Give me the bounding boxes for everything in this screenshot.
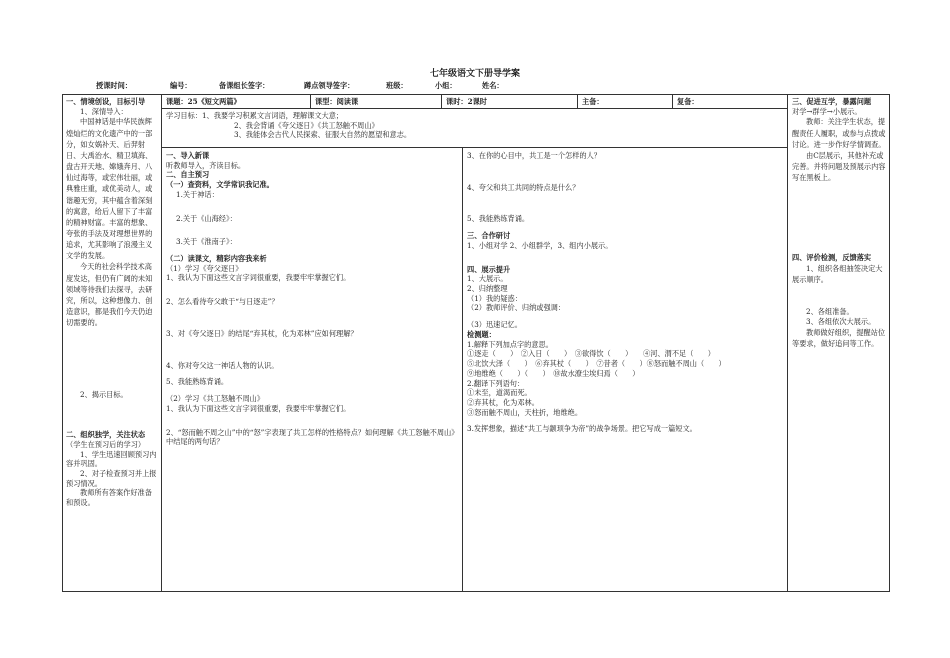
col2-t1: 1、我认为下面这些文言字词很重要，我要牢牢掌握它们。	[166, 403, 351, 413]
sec2-note: （学生在预习后的学习）	[66, 439, 146, 449]
field-number: 编号：	[170, 81, 192, 90]
col3-e2-2: ②弃其杖，化为邓林。	[467, 397, 539, 407]
sec1-sub: 1、深情导入：	[80, 106, 128, 116]
sec2-item2: 2、对子检查预习并上报预习情况。	[66, 469, 157, 488]
lesson-type: 课型：阅读课	[315, 97, 359, 106]
col3-s3-body: 1、小组对学 2、小组群学，3、组内小展示。	[467, 240, 613, 250]
col3-s4-2c: （3）迅速记忆。	[467, 320, 522, 330]
right-s3-3: 由C层展示，其他补充或完善。并将问题及预展示内容写在黑板上。	[792, 150, 886, 183]
col3-s4-2b: （2）教师评价、归纳或强调：	[467, 303, 566, 313]
col2-s2b-2: （2）学习《共工怒触不周山》	[166, 394, 265, 404]
col3-c2: 4、夸父和共工共同的特点是什么？	[467, 182, 580, 192]
goal-1: 学习目标：1、我要学习积累文言词语，理解课文大意；	[166, 111, 344, 120]
middle-right-column	[467, 151, 783, 589]
left-column	[66, 97, 158, 589]
middle-left-column	[166, 151, 458, 589]
sec1-body2: 今天的社会科学技术高度发达，但仍有广阔的未知领域等待我们去探寻，去研究，所以，这种想像力、创造意识，都是我们今天仍迫切需要的。	[66, 262, 153, 328]
right-s3-2: 教师：关注学生状态，提醒责任人履职，或参与点拨或讨论。进一步作好学情调查。	[792, 117, 886, 149]
col3-s3: 三、合作研讨	[467, 231, 511, 241]
col3-e1-row3: ⑨地维绝（ ）（ ） ⑩故水潦尘埃归焉（ ）	[467, 368, 640, 378]
col2-t2: 2、“怒而触不周之山”中的“怒”字表现了共工怎样的性格特点？如何理解《共工怒触不周山》中结尾的两句话？	[166, 427, 455, 447]
field-class: 班级：	[386, 81, 408, 90]
col3-s4-1: 1、大展示。	[467, 274, 508, 284]
sec1-title: 一、情境创设，目标引导	[66, 97, 146, 106]
goal-2: 2、我会背诵《夸父逐日》《共工怒触不周山》	[234, 120, 379, 130]
sec1-sub2: 2、揭示目标。	[80, 390, 128, 400]
doc-title: 七年级语文下册导学案	[429, 69, 520, 79]
col3-s4: 四、展示提升	[467, 264, 511, 274]
col2-q1: 1.关于神话：	[176, 189, 219, 199]
col3-e3: 3.发挥想象，描述“共工与颛顼争为帝”的战争场景。把它写成一篇短文。	[467, 424, 697, 434]
right-s4-2: 2、各组准备。	[806, 307, 854, 317]
col3-e2-3: ③怒而触不周山，天柱折，地维绝。	[467, 407, 583, 417]
lesson-topic: 课题：25《短文两篇》	[166, 97, 241, 106]
sec2-item3: 教师所有答案作好准备和预设。	[66, 488, 152, 508]
learning-goals	[166, 111, 781, 140]
col2-s2b-1: （1）学习《夸父逐日》	[166, 263, 243, 273]
col2-r4: 4、你对夸父这一神话人物的认识。	[166, 360, 279, 370]
col2-s1-body: 听教师导入，齐读目标。	[166, 160, 246, 170]
col3-e2: 2.翻译下列语句：	[467, 378, 525, 388]
lesson-prepare: 主备：	[582, 97, 604, 106]
lesson-review: 复备：	[677, 97, 699, 106]
goal-3: 3、我能体会古代人民探索、征服大自然的愿望和意志。	[234, 130, 412, 140]
col3-c3: 5、我能熟练背诵。	[467, 214, 530, 224]
col2-r2: 2、怎么看待夸父敢于“与日逐走”？	[166, 297, 279, 307]
col2-q3: 3.关于《淮南子》：	[176, 237, 237, 247]
col3-c1: 3、在你的心目中，共工是一个怎样的人？	[467, 151, 601, 160]
sec2-title: 二、组织独学，关注状态	[66, 430, 146, 440]
right-s4-1: 1、组织各组抽签决定大展示顺序。	[792, 264, 883, 285]
right-s4-3: 3、各组依次大展示。	[806, 317, 876, 327]
sec2-item1: 1、学生迅速回顾预习内容并巩固。	[66, 449, 157, 469]
col2-s1: 一、导入新课	[166, 151, 210, 160]
field-name: 姓名：	[482, 81, 504, 90]
sec1-body: 中国神话是中华民族辉煌灿烂的文化遗产中的一部分，如女娲补天、后羿射日、大禹治水、精卫填海、盘古开天地、嫦娥奔月、八仙过海等，或宏伟壮丽，或典雅庄重，或优美动人，或谐趣无穷，其中蕴含着深刻的寓意，给后人留下了丰富的精神财富。丰富的想象、夸张的手法及对理想世界的追求，尤其影响了浪漫主义文学的发展。	[66, 117, 153, 261]
col3-e1-row2: ⑤北饮大泽（ ） ⑥弃其杖（ ） ⑦昔者（ ）⑧怒而触不周山（ ）	[467, 359, 726, 369]
right-s3-1: 对学→群学→小展示。	[792, 106, 862, 116]
col2-r3: 3、对《夸父逐日》的结尾“弃其杖，化为邓林”应如何理解？	[166, 328, 358, 338]
field-leader: 备课组长签字：	[219, 81, 270, 90]
right-s4: 四、评价检测，反馈落实	[792, 253, 872, 263]
col3-e1: 1.解释下列加点字的意思。	[467, 339, 553, 349]
right-s4-4: 教师做好组织，提醒站位等要求，做好追问等工作。	[792, 327, 886, 348]
col3-s4-2a: （1）我的疑惑：	[467, 293, 522, 303]
field-time: 授课时间：	[96, 81, 132, 90]
col2-s2a: （一）查资料，文学常识我记准。	[166, 180, 274, 190]
col3-s5: 检测题：	[467, 329, 496, 339]
lesson-hours: 课时：2课时	[446, 97, 487, 106]
col3-e2-1: ①未至，道渴而死。	[467, 388, 532, 398]
col3-s4-2: 2、归纳整理	[467, 284, 508, 294]
col3-e1-row1: ①逐走（ ） ②入日（ ） ③欲得饮（ ） ④河、渭不足（ ）	[467, 349, 715, 359]
col2-q2: 2.关于《山海经》：	[176, 213, 237, 223]
col2-s2: 二、自主预习	[166, 170, 210, 180]
col2-s2b: （二）读课文，精彩内容我来析	[166, 254, 267, 264]
field-group: 小组：	[435, 81, 457, 90]
col2-r5: 5、我能熟练背诵。	[166, 377, 229, 387]
col2-r1: 1、我认为下面这些文言字词很重要，我要牢牢掌握它们。	[166, 273, 351, 283]
right-column	[792, 97, 886, 589]
field-supervisor: 蹲点领导签字：	[304, 81, 355, 90]
right-s3: 三、促进互学，暴露问题	[792, 97, 872, 106]
